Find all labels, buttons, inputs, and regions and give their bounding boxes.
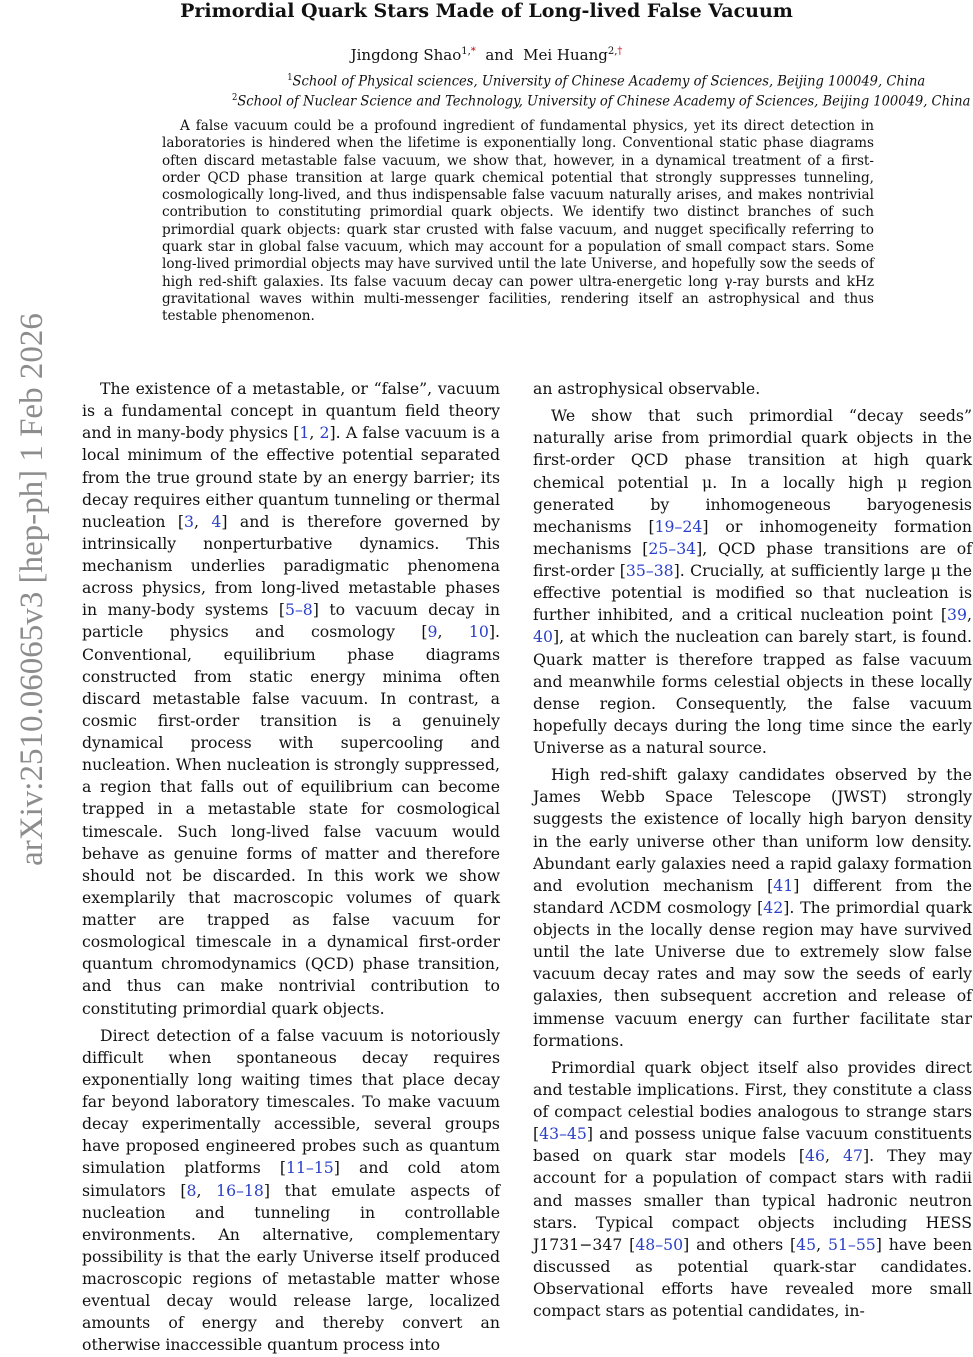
body-text: an astrophysical observable. (533, 379, 761, 398)
citation-link[interactable]: 42 (763, 897, 784, 917)
body-paragraph (533, 1057, 972, 1323)
citation-link[interactable]: 40 (533, 627, 553, 647)
citation-link[interactable]: 8 (186, 1180, 197, 1200)
footnote-link[interactable]: * (470, 46, 476, 57)
body-text: ]. They may account for a population of compact stars with radii and masses smaller than typical hadronic neutron stars. Typical compact objects including HESS J1731−347 [ (533, 1146, 972, 1254)
body-text: The existence of a metastable, or “false”, vacuum is a fundamental concept in quantum field theory and in many-body physics [ (82, 379, 500, 443)
abstract: A false vacuum could be a profound ingredient of fundamental physics, yet its direct detection in laboratories is hindered when the lifetime is exponentially long. Conventional static phase diagrams often discard metastable false vacuum, we show that, however, in a dynamical treatment of a first-order QCD phase transition at large quark chemical potential that strongly suppresses tunneling, cosmologically long-lived, and thus indispensable false vacuum naturally arises, and makes nontrivial contribution to constituting primordial quark objects. We identify two distinct branches of such primordial quark objects: quark star crusted with false vacuum, and nugget specifically referring to quark star in global false vacuum, which may account for a population of small compact stars. Some long-lived primordial objects may have survived until the late Universe, and hopefully sow the seeds of high red-shift galaxies. Its false vacuum decay can power ultra-energetic long γ-ray bursts and kHz gravitational waves within multi-messenger facilities, rendering itself an astrophysical and thus testable phenomenon. (162, 118, 874, 325)
body-text: ]. A false vacuum is a local minimum of the effective potential separated from the true ground state by an energy barrier; its decay requires either quantum tunneling or thermal nucleation [ (82, 423, 500, 531)
affiliation-text: School of Physical sciences, University of Chinese Academy of Sciences, Beijing 100049, China (292, 73, 926, 90)
body-text: ]. The primordial quark objects in the locally dense region may have survived until the late Universe due to extremely slow false vacuum decay rates and may sow the seeds of early galaxies, then subsequent accretion and release of immense vacuum energy can further facilitate star formations. (533, 897, 972, 1050)
body-text: , (309, 423, 320, 443)
body-text: ] to vacuum decay in particle physics and cosmology [ (82, 600, 500, 642)
citation-link[interactable]: 3 (184, 511, 195, 531)
body-text: ] and cold atom simulators [ (82, 1158, 500, 1200)
body-text: , (825, 1146, 844, 1166)
citation-link[interactable]: 11–15 (286, 1158, 334, 1178)
body-paragraph (533, 378, 972, 400)
author-affiliation-mark: 1,* (461, 46, 476, 57)
footnote-link[interactable]: † (617, 46, 623, 57)
author-name: Jingdong Shao (350, 46, 462, 64)
body-text: Primordial quark object itself also provides direct and testable implications. First, they constitute a class of compact celestial bodies analogous to strange stars [ (533, 1057, 972, 1144)
affiliation-number: 2 (231, 93, 238, 103)
body-text: ] that emulate aspects of nucleation and tunneling in controllable environments. An alternative, complementary possibility is that the early Universe itself produced macroscopic regions of metastable matter whose eventual decay would release large, localized amounts of energy and thereby convert an otherwise inaccessible quantum process into (82, 1180, 500, 1355)
citation-link[interactable]: 35–38 (625, 561, 674, 580)
body-text: , (196, 1180, 217, 1200)
body-paragraph (533, 405, 972, 759)
body-paragraph (82, 1025, 500, 1357)
body-text: ], QCD phase transitions are of first-order [ (533, 538, 972, 580)
author-name: Mei Huang (523, 46, 608, 64)
citation-link[interactable]: 47 (843, 1146, 864, 1166)
paper-title: Primordial Quark Stars Made of Long-lived False Vacuum (180, 0, 793, 22)
affiliation-2 (115, 89, 973, 112)
citation-link[interactable]: 1 (299, 423, 310, 443)
citation-link[interactable]: 2 (319, 423, 330, 443)
body-text: ] or inhomogeneity formation mechanisms [ (533, 516, 972, 558)
citation-link[interactable]: 16–18 (216, 1180, 264, 1200)
body-right-column (533, 378, 972, 1322)
citation-link[interactable]: 39 (947, 605, 967, 625)
citation-link[interactable]: 5–8 (284, 600, 313, 620)
citation-link[interactable]: 9 (427, 622, 438, 642)
body-text: We show that such primordial “decay seeds” naturally arise from primordial quark objects in the first-order QCD phase transition at high quark chemical potential μ. In a locally high μ region generated by inhomogeneous baryogenesis mechanisms [ (533, 406, 972, 536)
author-join: and (485, 46, 514, 64)
citation-link[interactable]: 10 (468, 622, 489, 642)
affiliation-text: School of Nuclear Science and Technology, University of Chinese Academy of Sciences, Beijing 100049, China (237, 93, 971, 110)
citation-link[interactable]: 45 (796, 1234, 817, 1254)
author-affiliation-mark: 2,† (607, 46, 623, 57)
body-left-column (82, 378, 500, 1357)
body-paragraph (82, 378, 500, 1020)
body-text: , (816, 1234, 829, 1254)
body-text: , (967, 605, 972, 625)
body-text: ]. Crucially, at sufficiently large μ the effective potential is modified so that nucleation is further inhibited, and a critical nucleation point [ (533, 561, 973, 625)
body-text: ] and is therefore governed by intrinsically nonperturbative dynamics. This mechanism underlies paradigmatic phenomena across physics, from long-lived metastable phases in many-body systems [ (82, 511, 501, 620)
body-paragraph (533, 764, 972, 1052)
citation-link[interactable]: 41 (773, 875, 794, 895)
citation-link[interactable]: 19–24 (654, 516, 703, 536)
citation-link[interactable]: 25–34 (648, 538, 697, 558)
arxiv-identifier-stamp: arXiv:2510.06065v3 [hep-ph] 1 Feb 2026 (14, 313, 50, 866)
body-text: ] and others [ (683, 1234, 797, 1254)
body-text: ] have been discussed as potential quark-star candidates. Observational efforts have revealed more small compact stars as potential candidates, in- (533, 1234, 972, 1321)
body-text: ] and possess unique false vacuum constituents based on quark star models [ (533, 1124, 972, 1166)
body-text: Direct detection of a false vacuum is notoriously difficult when spontaneous decay requires exponentially long waiting times that place decay far beyond laboratory timescales. To make vacuum decay experimentally accessible, several groups have proposed engineered probes such as quantum simulation platforms [ (82, 1025, 500, 1178)
author-list (0, 42, 973, 65)
affiliation-number: 1 (287, 73, 293, 83)
citation-link[interactable]: 48–50 (635, 1234, 684, 1254)
citation-link[interactable]: 46 (805, 1146, 826, 1166)
body-text: ] different from the standard ΛCDM cosmology [ (533, 875, 972, 917)
body-text: ]. Conventional, equilibrium phase diagrams constructed from static energy minima often discard metastable false vacuum. In contrast, a cosmic first-order transition is a genuinely dynamical process with supercooling and nucleation. When nucleation is strongly suppressed, a region that falls out of equilibrium can become trapped in a metastable state for cosmological timescale. Such long-lived false vacuum would behave as genuine forms of matter and therefore should not be discarded. In this work we show exemplarily that macroscopic volumes of quark matter are trapped as false vacuum for cosmological timescale in a dynamical first-order quantum chromodynamics (QCD) phase transition, and thus can make nontrivial contribution to constituting primordial quark objects. (82, 622, 500, 1018)
citation-link[interactable]: 51–55 (828, 1234, 876, 1254)
body-text: , (437, 622, 469, 642)
body-text: ], at which the nucleation can barely start, is found. Quark matter is therefore trapped as false vacuum and meanwhile forms celestial objects in these locally dense region. Consequently, the false vacuum hopefully decays during the long time since the early Universe as a natural source. (533, 627, 972, 757)
body-text: High red-shift galaxy candidates observed by the James Webb Space Telescope (JWST) strongly suggests the existence of locally high baryon density in the early universe other than uniform low density. Abundant early galaxies need a rapid galaxy formation and evolution mechanism [ (533, 765, 972, 895)
citation-link[interactable]: 43–45 (539, 1124, 587, 1144)
body-text: , (194, 511, 212, 531)
citation-link[interactable]: 4 (211, 511, 222, 531)
